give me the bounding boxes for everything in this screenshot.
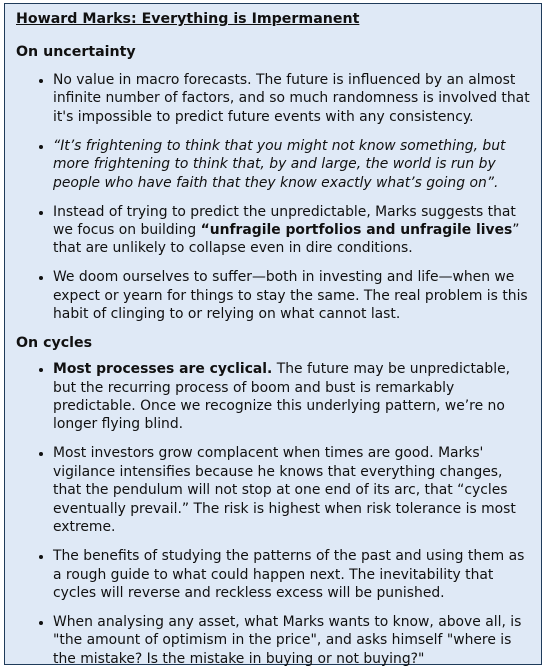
bullet-item [53,547,531,602]
bullet-text-before: Instead of trying to predict the unpredictable, Marks suggests that we focus on building [53,203,516,239]
bullet-text: No value in macro forecasts. The future is influenced by an almost infinite number of factors, and so much randomness is involved that it's impossible to predict future events with any consistency. [53,72,530,125]
bullet-text-after: The future may be unpredictable, but the recurring process of boom and bust is remarkably predictable. Once we recognize this underlying pattern, we’re no longer flying blind. [53,361,511,433]
quote-text: “It’s frightening to think that you might not know something, but more frightening to think that, by and large, the world is run by people who have faith that they know exactly what’s going on”. [53,137,506,191]
bullet-text-bold: “unfragile portfolios and unfragile lives [200,222,513,239]
bullet-text-after: ” that are unlikely to collapse even in dire conditions. [53,222,520,257]
bullet-item [53,71,531,126]
bullet-list-uncertainty [16,71,531,324]
bullet-item [53,444,531,536]
bullet-item [53,360,531,434]
section-heading-uncertainty: On uncertainty [16,44,136,60]
bullet-item [53,268,531,323]
bullet-item [53,137,531,192]
bullet-item [53,613,531,668]
bullet-text: We doom ourselves to suffer—both in investing and life—when we expect or yearn for things to stay the same. The real problem is this habit of clinging to or relying on what cannot last. [53,269,528,323]
bullet-text: Most investors grow complacent when times are good. Marks' vigilance intensifies because he knows that everything changes, that the pendulum will not stop at one end of its arc, that “cycles eventually prevail.” The risk is highest when risk tolerance is most extreme. [53,445,516,536]
summary-box [4,3,542,665]
bullet-list-cycles [16,360,531,668]
section-heading-cycles: On cycles [16,335,93,352]
bullet-text-bold: Most processes are cyclical. [53,361,273,378]
bullet-text: When analysing any asset, what Marks wants to know, above all, is "the amount of optimism in the price", and asks himself "where is the mistake? Is the mistake in buying or not buying?" [53,613,522,667]
bullet-item [53,203,531,258]
bullet-text: The benefits of studying the patterns of the past and using them as a rough guide to what could happen next. The inevitability that cycles will reverse and reckless excess will be punished. [53,548,525,601]
page-title: Howard Marks: Everything is Impermanent [16,11,360,27]
